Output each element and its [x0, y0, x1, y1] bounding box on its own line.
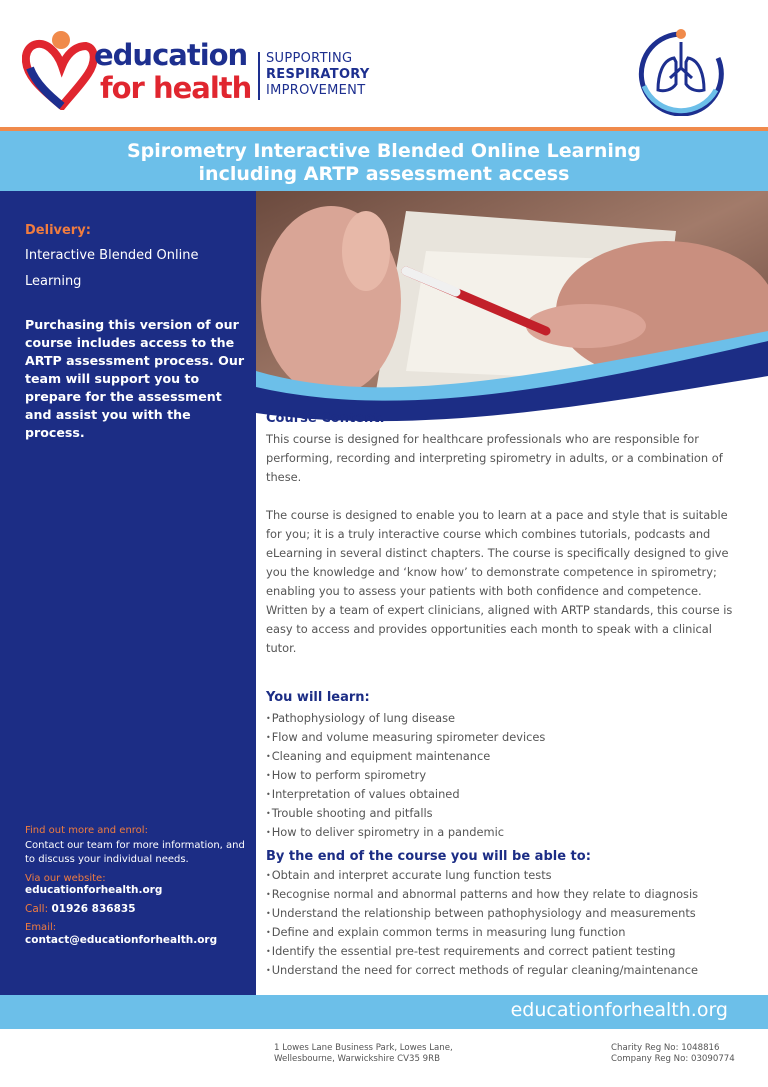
learn-list	[266, 709, 736, 842]
course-content-heading: Course Content:	[266, 411, 385, 426]
tagline-respiratory: RESPIRATORY	[266, 67, 370, 82]
lungs-icon	[636, 28, 726, 116]
list-item: • Pathophysiology of lung disease	[266, 709, 736, 728]
education-for-health-logo	[22, 28, 257, 110]
hero-photo	[256, 191, 768, 431]
list-item: • Define and explain common terms in measuring lung function	[266, 923, 736, 942]
outcomes-heading: By the end of the course you will be able to:	[266, 849, 591, 864]
logo-word-education: education	[94, 38, 248, 72]
call-label: Call:	[25, 903, 49, 915]
website-label: Via our website:	[25, 873, 106, 884]
postal-address	[274, 1043, 453, 1065]
list-item: • Understand the need for correct methods of regular cleaning/maintenance	[266, 961, 736, 980]
call-line	[25, 903, 136, 915]
delivery-label: Delivery:	[25, 223, 91, 238]
artp-access-note: Purchasing this version of our course includes access to the ARTP assessment process. Our team will support you to prepare for the assessment and assist you with the process.	[25, 317, 245, 440]
heart-logo-icon	[22, 28, 102, 110]
tagline-supporting: SUPPORTING	[266, 51, 353, 66]
list-item: • How to perform spirometry	[266, 766, 736, 785]
tagline-improvement: IMPROVEMENT	[266, 83, 366, 98]
outcomes-list	[266, 866, 736, 980]
phone-number[interactable]: 01926 836835	[51, 903, 136, 915]
logo-divider	[258, 52, 260, 100]
hands-writing-image	[256, 191, 768, 431]
list-item: • Trouble shooting and pitfalls	[266, 804, 736, 823]
registration-numbers	[611, 1043, 735, 1065]
course-detail-paragraph: The course is designed to enable you to learn at a pace and style that is suitable for you; it is a truly interactive course which combines tutorials, podcasts and eLearning in several distinct chapters. The course is specifically designed to give you the knowledge and ‘know how’ to demonstrate competence in spirometry; enabling you to assess your patients with both confidence and competence. Written by a team of expert clinicians, aligned with ARTP standards, this course is easy to access and provides opportunities each month to speak with a clinical tutor.	[266, 508, 733, 655]
list-item: • Flow and volume measuring spirometer devices	[266, 728, 736, 747]
logo-word-for-health: for health	[100, 71, 252, 105]
list-item: • How to deliver spirometry in a pandemic	[266, 823, 736, 842]
you-will-learn-heading: You will learn:	[266, 690, 370, 705]
charity-reg: Charity Reg No: 1048816	[611, 1043, 720, 1053]
list-item: • Interpretation of values obtained	[266, 785, 736, 804]
list-item: • Identify the essential pre-test requirements and correct patient testing	[266, 942, 736, 961]
footer-website-link[interactable]: educationforhealth.org	[510, 999, 728, 1021]
email-label: Email:	[25, 922, 57, 933]
website-link[interactable]: educationforhealth.org	[25, 884, 163, 896]
list-item: • Recognise normal and abnormal patterns and how they relate to diagnosis	[266, 885, 736, 904]
email-link[interactable]: contact@educationforhealth.org	[25, 934, 218, 946]
course-intro-paragraph: This course is designed for healthcare professionals who are responsible for performing, recording and interpreting spirometry in adults, or a combination of these.	[266, 432, 723, 484]
company-reg: Company Reg No: 03090774	[611, 1054, 735, 1064]
page-title-line-1: Spirometry Interactive Blended Online Learning	[126, 140, 642, 162]
delivery-value: Interactive Blended Online Learning	[25, 248, 199, 289]
list-item: • Obtain and interpret accurate lung function tests	[266, 866, 736, 885]
enrol-description: Contact our team for more information, and to discuss your individual needs.	[25, 840, 245, 865]
address-line-2: Wellesbourne, Warwickshire CV35 9RB	[274, 1054, 440, 1064]
enrol-label: Find out more and enrol:	[25, 825, 148, 836]
page-title-line-2: including ARTP assessment access	[198, 163, 570, 185]
list-item: • Cleaning and equipment maintenance	[266, 747, 736, 766]
list-item: • Understand the relationship between pathophysiology and measurements	[266, 904, 736, 923]
address-line-1: 1 Lowes Lane Business Park, Lowes Lane,	[274, 1043, 453, 1053]
